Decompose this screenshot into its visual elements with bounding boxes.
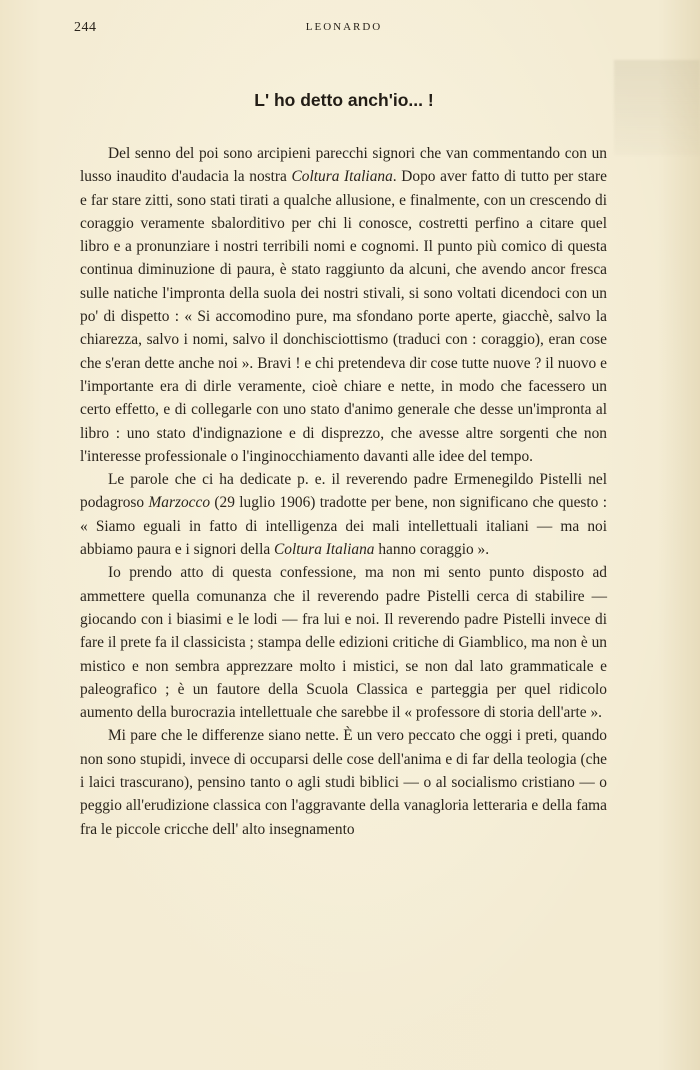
article-body bbox=[80, 142, 607, 841]
italic-title-run: Coltura Italiana bbox=[274, 541, 375, 559]
text-run: Io prendo atto di questa confessione, ma non mi sento punto disposto ad ammettere quella comunanza che il reverendo padre Pistelli cerca di stabilire — giocando con i biasimi e le lodi — fra lui e noi. Il reverendo padre Pistelli invece di fare il prete fa il classicista ; stampa delle edizioni critiche di Giamblico, ma non è un mistico e non sembra apprezzare molto i mistici, se non dal lato grammaticale e paleografico ; è un fautore della Scuola Classica e parteggia per quel ridicolo aumento della burocrazia intellettuale che sarebbe il « professore di storia dell'arte ». bbox=[80, 564, 607, 722]
text-run: (29 luglio 1906) tradotte per bene, non significano che questo : « Siamo eguali in fatto di intelligenza dei mali intellettuali italiani — ma noi abbiamo paura e i signori della bbox=[80, 494, 607, 559]
text-run: Mi pare che le differenze siano nette. È un vero peccato che oggi i preti, quando non sono stupidi, invece di occuparsi delle cose dell'anima e di far della teologia (che i laici trascurano), pensino tanto o agli studi biblici — o al socialismo cristiano — o peggio all'erudizione classica con l'aggravante della vanagloria letteraria e della fama fra le piccole cricche dell' alto insegnamento bbox=[80, 727, 607, 838]
page-header bbox=[74, 20, 614, 42]
text-run: Le parole che ci ha dedicate p. e. il reverendo padre Ermenegildo Pistelli nel podagroso bbox=[80, 471, 607, 512]
page-number: 244 bbox=[74, 20, 97, 35]
text-run: hanno coraggio ». bbox=[374, 541, 490, 559]
paragraph bbox=[80, 468, 607, 561]
paragraph bbox=[80, 724, 607, 840]
text-run: Del senno del poi sono arcipieni parecchi signori che van commentando con un lusso inaudito d'audacia la nostra bbox=[80, 145, 607, 186]
running-title: LEONARDO bbox=[305, 21, 383, 33]
paragraph bbox=[80, 142, 607, 468]
text-run: . Dopo aver fatto di tutto per stare e far stare zitti, sono stati tirati a qualche allusione, e finalmente, con un crescendo di coraggio veramente sbalorditivo per chi li conosce, costretti perfino a citare quel libro e a pronunziare i nostri terribili nomi e cognomi. Il punto più comico di questa continua diminuzione di paura, è stato raggiunto da alcuni, che avendo ancor fresca sulle natiche l'impronta della suola dei nostri stivali, si sono voltati dicendoci con un po' di dispetto : « Si accomodino pure, ma sfondano porte aperte, giacchè, salvo la chiarezza, salvo i nomi, salvo il donchisciottismo (traduci con : coraggio), eran cose che s'eran dette anche noi ». Bravi ! e chi pretendeva dir cose tutte nuove ? il nuovo e l'importante era di dirle veramente, cioè chiare e nette, in modo che facessero un certo effetto, e di collegarle con uno stato d'animo generale che desse un'impronta al libro : uno stato d'indignazione e di disprezzo, che avesse altre sorgenti che non l'interesse professionale o l'inginocchiamento davanti alle idee del tempo. bbox=[80, 168, 607, 465]
italic-title-run: Marzocco bbox=[148, 494, 211, 512]
italic-title-run: Coltura Italiana bbox=[291, 168, 393, 186]
show-through-shadow bbox=[614, 60, 700, 155]
paragraph bbox=[80, 561, 607, 724]
article-title: L' ho detto anch'io... ! bbox=[254, 90, 434, 110]
